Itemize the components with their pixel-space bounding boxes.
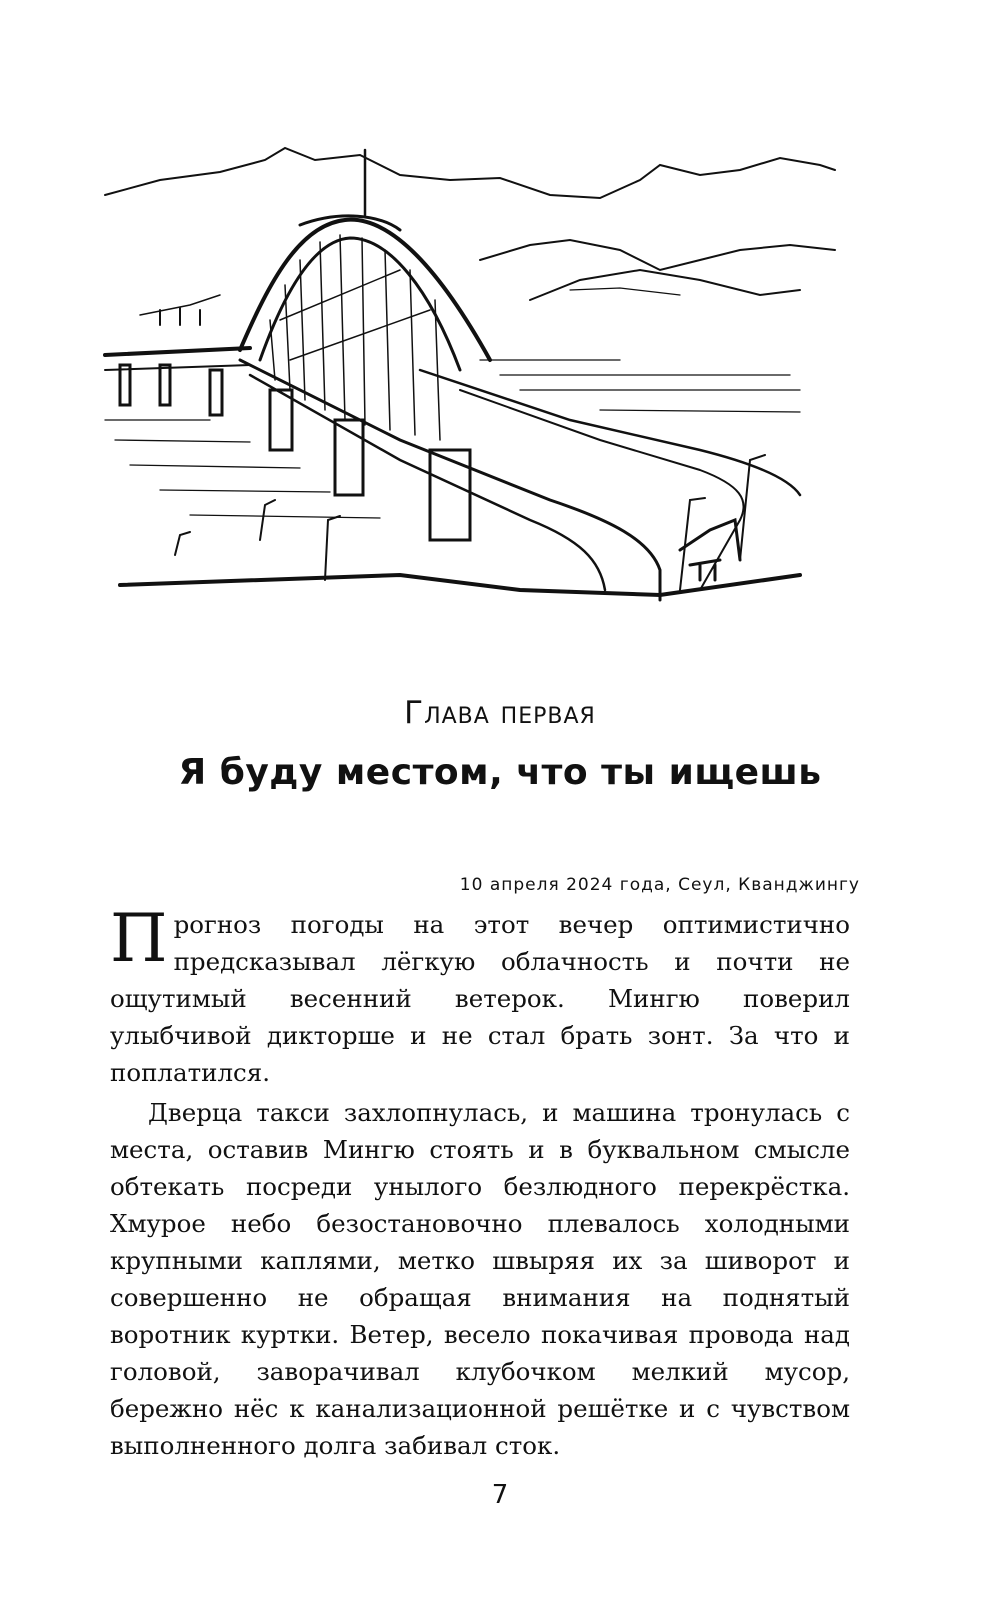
page-number: 7 xyxy=(491,1480,509,1510)
paragraph-2: Дверца такси захлопнулась, и машина тронулась с места, оставив Мингю стоять и в буквальном смысле обтекать посреди унылого безлюдного перекрёстка. Хмурое небо безостановочно плевалось холодными крупными каплями, метко швыряя их за шиворот и совершенно не обращая внимания на поднятый воротник куртки. Ветер, весело покачивая провода над головой, заворачивал клубочком мелкий мусор, бережно нёс к канализационной решётке и с чувством выполненного долга забивал сток. xyxy=(110,1098,850,1460)
paragraph-1 xyxy=(110,900,850,1091)
chapter-title: Я буду местом, что ты ищешь xyxy=(178,752,822,793)
bridge-illustration xyxy=(100,120,840,640)
paragraph-1-text: рогноз погоды на этот вечер оптимистично предсказывал лёгкую облачность и почти не ощутимый весенний ветерок. Мингю поверил улыбчивой дикторше и не стал брать зонт. За что и поплатился. xyxy=(110,910,850,1087)
chapter-label: Глава первая xyxy=(404,695,596,731)
body-text xyxy=(110,900,850,1464)
dateline: 10 апреля 2024 года, Сеул, Кванджингу xyxy=(459,875,860,895)
bridge-sketch-icon xyxy=(100,120,840,640)
dropcap: П xyxy=(110,900,168,977)
